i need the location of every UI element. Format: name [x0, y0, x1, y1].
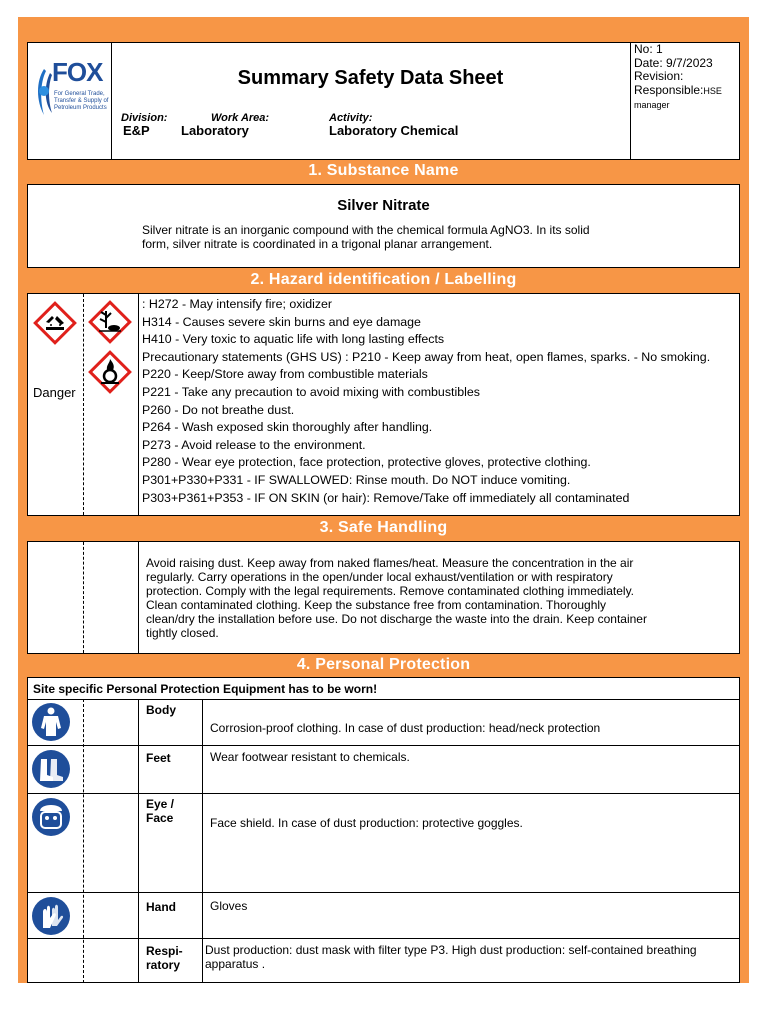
- section-4-heading: 4. Personal Protection: [296, 656, 471, 673]
- section-1-heading: 1. Substance Name: [308, 162, 459, 179]
- gloves-icon: [31, 896, 71, 936]
- responsible-value: HSE manager: [634, 85, 722, 110]
- ppe-notice: Site specific Personal Protection Equipment has to be worn!: [33, 682, 378, 696]
- corrosive-pictogram-icon: [32, 300, 78, 346]
- ppe-row-feet: [146, 751, 171, 765]
- hazard-line: P221 - Take any precaution to avoid mixing with combustibles: [142, 384, 480, 399]
- ppe-label: Face: [146, 811, 174, 825]
- hazard-box: [27, 293, 740, 516]
- protective-clothing-icon: [31, 702, 71, 742]
- section-2-heading: 2. Hazard identification / Labelling: [250, 271, 517, 288]
- ppe-text-respiratory: [205, 943, 697, 971]
- hazard-statements: [142, 296, 710, 507]
- handling-line: Clean contaminated clothing. Keep the substance free from contamination. Thoroughly: [146, 598, 607, 612]
- ppe-label: Respi-: [146, 944, 183, 958]
- oxidizer-pictogram-icon: [86, 348, 134, 396]
- hazard-line: Precautionary statements (GHS US) : P210 - Keep away from heat, open flames, sparks. - No smoking.: [142, 349, 711, 364]
- ppe-label: Feet: [146, 751, 171, 765]
- division-value: E&P: [123, 123, 150, 138]
- safety-boots-icon: [31, 749, 71, 789]
- handling-line: tightly closed.: [146, 626, 219, 640]
- ppe-text-eye-face: Face shield. In case of dust production: protective goggles.: [210, 816, 523, 830]
- handling-text: [146, 556, 647, 640]
- substance-description: form, silver nitrate is coordinated in a trigonal planar arrangement.: [142, 237, 493, 251]
- hazard-line: H410 - Very toxic to aquatic life with long lasting effects: [142, 332, 445, 347]
- ppe-text-body: Corrosion-proof clothing. In case of dust production: head/neck protection: [210, 721, 601, 735]
- logo-text: FOX: [52, 57, 103, 87]
- handling-line: regularly. Carry operations in the open/under local exhaust/ventilation or with respiratory: [146, 570, 613, 584]
- hazard-line: P260 - Do not breathe dust.: [142, 402, 295, 417]
- ppe-row-hand: [146, 900, 176, 914]
- doc-number: No: 1: [634, 42, 663, 56]
- hazard-line: P301+P330+P331 - IF SWALLOWED: Rinse mouth. Do NOT induce vomiting.: [142, 472, 571, 487]
- doc-responsible: Responsible:HSE manager: [634, 82, 722, 110]
- division-label: Division:: [121, 112, 168, 124]
- substance-name: Silver Nitrate: [337, 197, 430, 214]
- hazard-line: P303+P361+P353 - IF ON SKIN (or hair): Remove/Take off immediately all contaminated: [142, 490, 630, 505]
- work-area-label: Work Area:: [211, 112, 270, 124]
- ppe-text-line: Dust production: dust mask with filter type P3. High dust production: self-contained breathing: [205, 943, 697, 957]
- doc-date: Date: 9/7/2023: [634, 55, 713, 70]
- hazard-line: P220 - Keep/Store away from combustible materials: [142, 367, 428, 382]
- activity-value: Laboratory Chemical: [329, 123, 459, 138]
- header-box: [27, 42, 740, 160]
- ppe-label: Hand: [146, 900, 176, 914]
- ppe-text-line: apparatus .: [205, 957, 266, 971]
- substance-description: Silver nitrate is an inorganic compound with the chemical formula AgNO3. In its solid: [142, 223, 590, 237]
- environment-pictogram-icon: [86, 298, 134, 346]
- section-3-heading: 3. Safe Handling: [319, 519, 448, 536]
- handling-box: [27, 541, 740, 654]
- ppe-row-eye-face: [146, 797, 174, 825]
- protection-box: [27, 677, 740, 983]
- company-logo: [30, 51, 110, 141]
- hazard-line: P264 - Wash exposed skin thoroughly after handling.: [142, 420, 433, 435]
- hazard-line: H314 - Causes severe skin burns and eye damage: [142, 314, 421, 329]
- ppe-row-body: [146, 703, 176, 717]
- signal-word: Danger: [33, 385, 76, 400]
- ppe-text-hand: Gloves: [210, 899, 248, 913]
- work-area-value: Laboratory: [181, 123, 249, 138]
- hazard-line: P273 - Avoid release to the environment.: [142, 437, 366, 452]
- ppe-label: Eye /: [146, 797, 175, 811]
- ppe-row-respiratory: [146, 944, 183, 972]
- hazard-line: : H272 - May intensify fire; oxidizer: [142, 297, 333, 311]
- ppe-text-feet: Wear footwear resistant to chemicals.: [210, 750, 410, 764]
- handling-line: protection. Comply with the legal requirements. Remove contaminated clothing immediately.: [146, 584, 635, 598]
- activity-label: Activity:: [329, 112, 373, 124]
- doc-revision: Revision:: [634, 69, 684, 83]
- hazard-line: P280 - Wear eye protection, face protection, protective gloves, protective clothing.: [142, 455, 591, 470]
- handling-line: clean/dry the installation before use. Do not discharge the waste into the drain. Keep container: [146, 612, 647, 626]
- ppe-label: Body: [146, 703, 176, 717]
- handling-line: Avoid raising dust. Keep away from naked flames/heat. Measure the concentration in the air: [146, 556, 634, 570]
- substance-box: [27, 184, 740, 268]
- page-title: Summary Safety Data Sheet: [237, 67, 504, 89]
- ppe-label: ratory: [146, 958, 181, 972]
- face-shield-icon: [31, 797, 71, 837]
- logo-tagline: For General Trade, Transfer & Supply of Petroleum Products: [54, 91, 109, 111]
